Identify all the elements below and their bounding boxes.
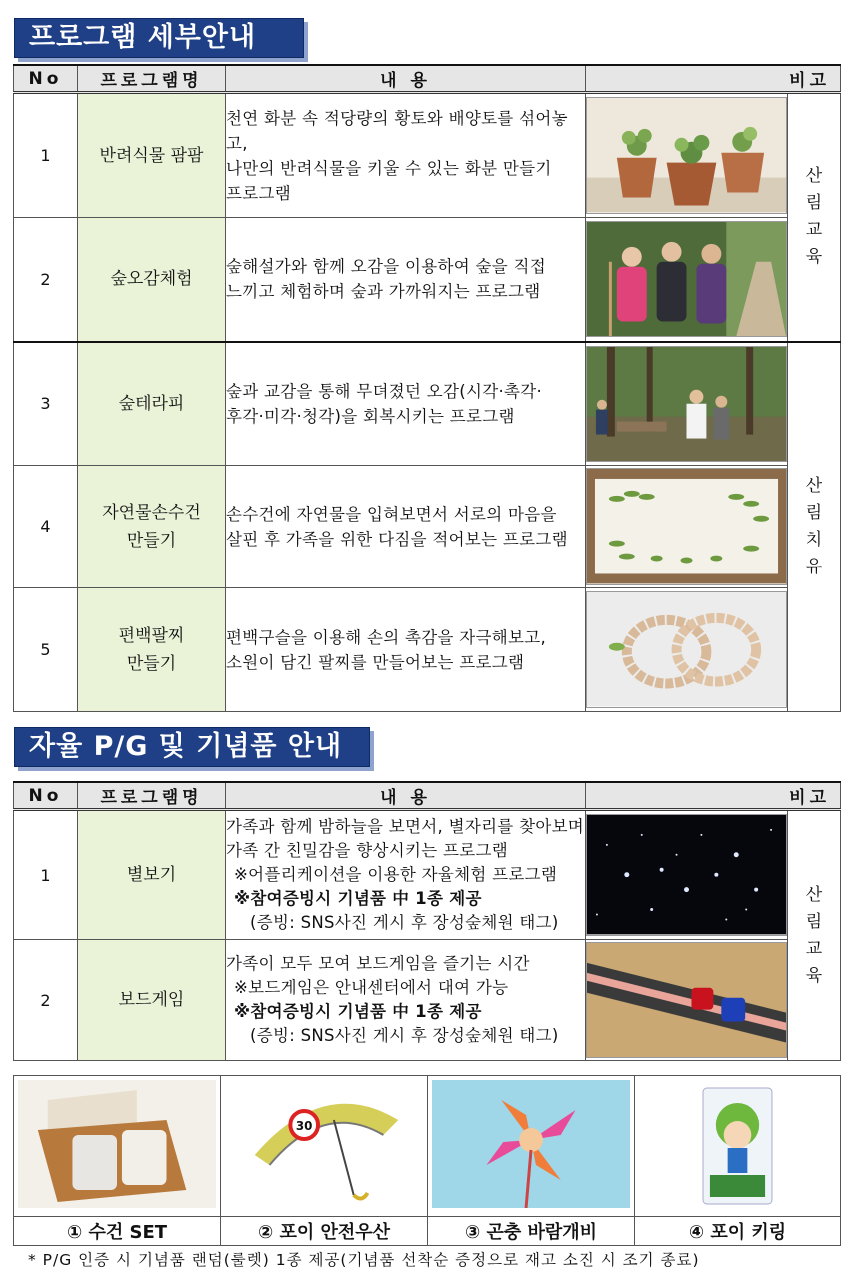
- table-header: [14, 65, 841, 93]
- gift-label-towel: ① 수건 SET: [14, 1217, 221, 1246]
- row-number: 4: [14, 466, 78, 588]
- header-name: 프로그램명: [78, 65, 226, 93]
- table-row: [14, 466, 841, 588]
- photo-board-game: [586, 940, 788, 1061]
- row-number: 2: [14, 218, 78, 342]
- gift-label-pinwheel: ③ 곤충 바람개비: [428, 1217, 635, 1246]
- photo-umbrella: [221, 1076, 428, 1217]
- program-description: 숲과 교감을 통해 무뎌졌던 오감(시각·촉각· 후각·미각·청각)을 회복시키는 프로그램: [226, 342, 586, 466]
- table-header: [14, 782, 841, 810]
- header-name: 프로그램명: [78, 782, 226, 810]
- row-number: 5: [14, 588, 78, 712]
- header-no: No: [14, 782, 78, 810]
- gift-label-umbrella: ② 포이 안전우산: [221, 1217, 428, 1246]
- photo-towel-set: [14, 1076, 221, 1217]
- table-row: [14, 218, 841, 342]
- table-row: [14, 93, 841, 218]
- table-row: [14, 810, 841, 940]
- row-number: 3: [14, 342, 78, 466]
- program-description: 천연 화분 속 적당량의 황토와 배양토를 섞어놓고, 나만의 반려식물을 키울 수 있는 화분 만들기 프로그램: [226, 93, 586, 218]
- photo-keyring: [635, 1076, 841, 1217]
- program-description: 숲해설가와 함께 오감을 이용하여 숲을 직접 느끼고 체험하며 숲과 가까워지는 프로그램: [226, 218, 586, 342]
- program-name: 반려식물 팜팜: [78, 93, 226, 218]
- footnote: * P/G 인증 시 기념품 랜덤(룰렛) 1종 제공(기념품 선착순 증정으로 재고 소진 시 조기 종료): [28, 1251, 700, 1269]
- photo-forest-therapy: [586, 342, 788, 466]
- header-no: No: [14, 65, 78, 93]
- note-forest-education: 산 림 교 육: [788, 810, 841, 1061]
- photo-starry-sky: [586, 810, 788, 940]
- note-forest-education: 산 림 교 육: [788, 93, 841, 342]
- photo-pinwheel: [428, 1076, 635, 1217]
- section1-title: 프로그램 세부안내: [14, 18, 304, 58]
- self-program-table: [13, 781, 841, 1061]
- header-note: 비고: [586, 65, 841, 93]
- program-name: 보드게임: [78, 940, 226, 1061]
- program-name: 자연물손수건 만들기: [78, 466, 226, 588]
- souvenir-table: [13, 1075, 841, 1246]
- program-description: 손수건에 자연물을 입혀보면서 서로의 마음을 살핀 후 가족을 위한 다짐을 적어보는 프로그램: [226, 466, 586, 588]
- umbrella-sign-number: 30: [295, 1118, 313, 1134]
- table-row: [14, 342, 841, 466]
- row-number: 1: [14, 93, 78, 218]
- header-note: 비고: [586, 782, 841, 810]
- note-forest-healing: 산 림 치 유: [788, 342, 841, 712]
- photo-plant-pots: [586, 93, 788, 218]
- row-number: 1: [14, 810, 78, 940]
- header-content: 내 용: [226, 65, 586, 93]
- header-content: 내 용: [226, 782, 586, 810]
- program-name: 숲테라피: [78, 342, 226, 466]
- program-description: 가족과 함께 밤하늘을 보면서, 별자리를 찾아보며 가족 간 친밀감을 향상시키는 프로그램 ※어플리케이션을 이용한 자율체험 프로그램 ※참여증빙시 기념품 中 1종 제공 (증빙: SNS사진 게시 후 장성숲체원 태그): [226, 810, 586, 940]
- row-number: 2: [14, 940, 78, 1061]
- table-row: [14, 588, 841, 712]
- table-row: [14, 940, 841, 1061]
- program-name: 편백팔찌 만들기: [78, 588, 226, 712]
- photo-bead-bracelets: [586, 588, 788, 712]
- program-name: 별보기: [78, 810, 226, 940]
- photo-forest-senses: [586, 218, 788, 342]
- program-table: [13, 64, 841, 712]
- gift-label-keyring: ④ 포이 키링: [635, 1217, 841, 1246]
- program-name: 숲오감체험: [78, 218, 226, 342]
- program-description: 편백구슬을 이용해 손의 촉감을 자극해보고, 소원이 담긴 팔찌를 만들어보는 프로그램: [226, 588, 586, 712]
- photo-leaf-handkerchief: [586, 466, 788, 588]
- section2-title: 자율 P/G 및 기념품 안내: [14, 727, 370, 767]
- program-description: 가족이 모두 모여 보드게임을 즐기는 시간 ※보드게임은 안내센터에서 대여 가능 ※참여증빙시 기념품 中 1종 제공 (증빙: SNS사진 게시 후 장성숲체원 태그): [226, 940, 586, 1061]
